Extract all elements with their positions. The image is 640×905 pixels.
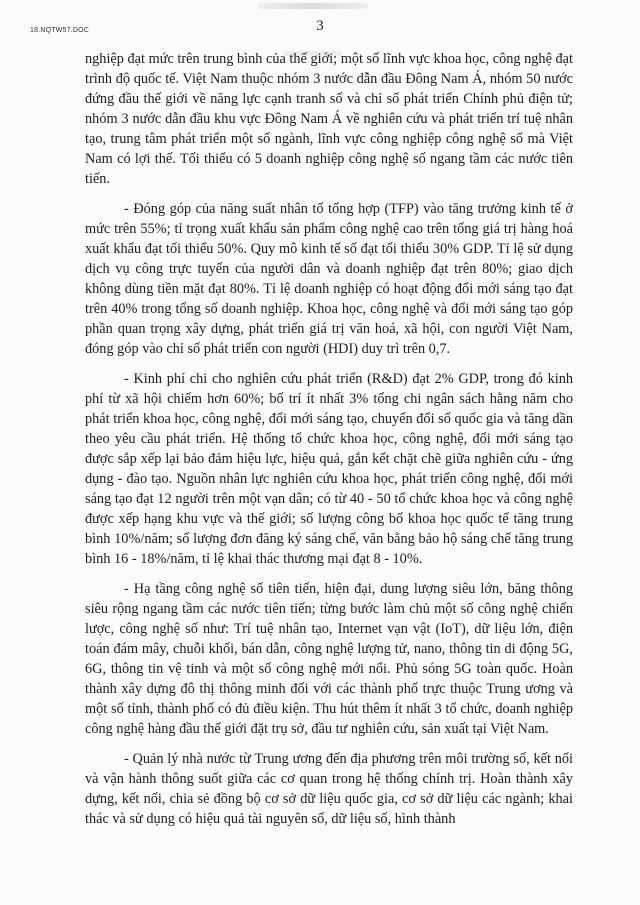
paragraph-rd-funding: - Kinh phí chi cho nghiên cứu phát triển (R&D) đạt 2% GDP, trong đó kinh phí từ xã hội chiếm hơn 60%; bố trí ít nhất 3% tổng chi ngân sách hằng năm cho phát triển khoa học, công nghệ, đổi mới sáng tạo, chuyển đổi số quốc gia và tăng dần theo yêu cầu phát triển. Hệ thống tổ chức khoa học, công nghệ, đổi mới sáng tạo được sắp xếp lại bảo đảm hiệu lực, hiệu quả, gắn kết chặt chẽ giữa nghiên cứu - ứng dụng - đào tạo. Nguồn nhân lực nghiên cứu khoa học, phát triển công nghệ, đổi mới sáng tạo đạt 12 người trên một vạn dân; có từ 40 - 50 tổ chức khoa học và công nghệ được xếp hạng khu vực và thế giới; số lượng công bố khoa học quốc tế tăng trung bình 10%/năm; số lượng đơn đăng ký sáng chế, văn bằng bảo hộ sáng chế tăng trung bình 16 - 18%/năm, tỉ lệ khai thác thương mại đạt 8 - 10%. — [85, 371, 573, 567]
body-text — [85, 49, 573, 829]
file-identifier: 18.NQTW57.DOC — [30, 27, 89, 34]
paragraph-digital-infrastructure: - Hạ tầng công nghệ số tiên tiến, hiện đại, dung lượng siêu lớn, băng thông siêu rộng ngang tầm các nước tiên tiến; từng bước làm chủ một số công nghệ chiến lược, công nghệ số như: Trí tuệ nhân tạo, Internet vạn vật (IoT), dữ liệu lớn, điện toán đám mây, chuỗi khối, bán dẫn, công nghệ lượng tử, nano, thông tin di động 5G, 6G, thông tin vệ tinh và một số công nghệ mới nổi. Phủ sóng 5G toàn quốc. Hoàn thành xây dựng đô thị thông minh đối với các thành phố trực thuộc Trung ương và một số tỉnh, thành phố có đủ điều kiện. Thu hút thêm ít nhất 3 tổ chức, doanh nghiệp công nghệ hàng đầu thế giới đặt trụ sở, đầu tư nghiên cứu, sản xuất tại Việt Nam. — [85, 581, 573, 737]
paragraph-tfp-targets: - Đóng góp của năng suất nhân tố tổng hợp (TFP) vào tăng trưởng kinh tế ở mức trên 55%; tỉ trọng xuất khẩu sản phẩm công nghệ cao trên tổng giá trị hàng hoá xuất khẩu đạt tối thiểu 50%. Quy mô kinh tế số đạt tối thiểu 30% GDP. Tỉ lệ sử dụng dịch vụ công trực tuyến của người dân và doanh nghiệp đạt trên 80%; giao dịch không dùng tiền mặt đạt 80%. Tỉ lệ doanh nghiệp có hoạt động đổi mới sáng tạo đạt trên 40% trong tổng số doanh nghiệp. Khoa học, công nghệ và đổi mới sáng tạo góp phần quan trọng xây dựng, phát triển giá trị văn hoá, xã hội, con người Việt Nam, đóng góp vào chỉ số phát triển con người (HDI) duy trì trên 0,7. — [85, 201, 573, 357]
page-number: 3 — [316, 18, 324, 34]
paragraph-state-management: - Quản lý nhà nước từ Trung ương đến địa phương trên môi trường số, kết nối và vận hành thông suốt giữa các cơ quan trong hệ thống chính trị. Hoàn thành xây dựng, kết nối, chia sẻ đồng bộ cơ sở dữ liệu quốc gia, cơ sở dữ liệu các ngành; khai thác và sử dụng có hiệu quả tài nguyên số, dữ liệu số, hình thành — [85, 751, 573, 827]
paragraph-continued: nghiệp đạt mức trên trung bình của thế giới; một số lĩnh vực khoa học, công nghệ đạt trình độ quốc tế. Việt Nam thuộc nhóm 3 nước dẫn đầu Đông Nam Á, nhóm 50 nước đứng đầu thế giới về năng lực cạnh tranh số và chỉ số phát triển Chính phủ điện tử; nhóm 3 nước dẫn đầu khu vực Đông Nam Á về nghiên cứu và phát triển trí tuệ nhân tạo, trung tâm phát triển một số ngành, lĩnh vực công nghiệp công nghệ số mà Việt Nam có lợi thế. Tối thiểu có 5 doanh nghiệp công nghệ số ngang tầm các nước tiên tiến. — [85, 51, 573, 187]
faint-stamp-mark — [258, 3, 368, 9]
